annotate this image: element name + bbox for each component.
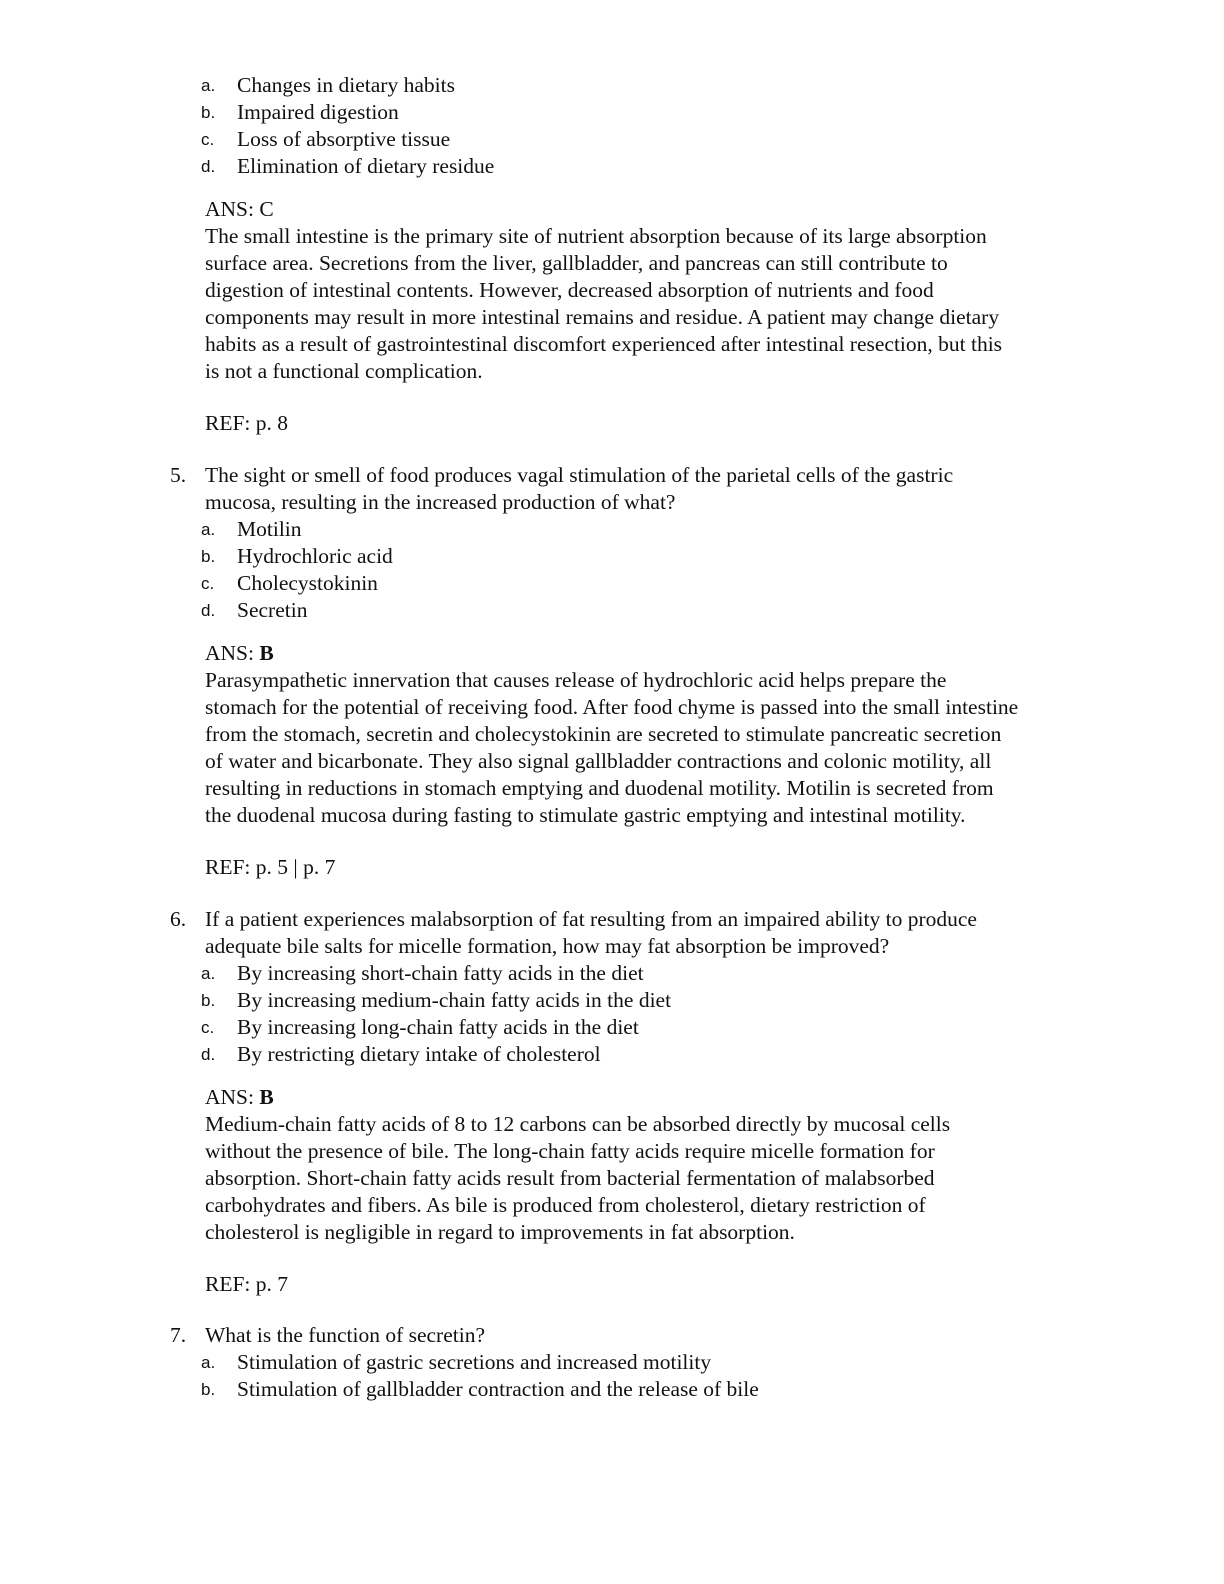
rationale-line: resulting in reductions in stomach emptying and duodenal motility. Motilin is secreted from [205,776,994,800]
option-letter: a. [201,76,216,95]
question-stem-line: The sight or smell of food produces vagal stimulation of the parietal cells of the gastric [205,463,954,487]
option-letter: d. [201,601,216,620]
option-letter: a. [201,520,216,539]
rationale-line: carbohydrates and fibers. As bile is produced from cholesterol, dietary restriction of [205,1193,926,1217]
option-text: By increasing medium-chain fatty acids in the diet [237,988,672,1012]
answer-line [205,196,274,223]
option-text: Stimulation of gallbladder contraction and the release of bile [237,1377,759,1401]
answer-value: C [259,197,274,221]
rationale-line: cholesterol is negligible in regard to improvements in fat absorption. [205,1220,795,1244]
answer-value: B [259,1085,274,1109]
option-text: Secretin [237,598,308,622]
option-letter: b. [201,1380,216,1399]
rationale-line: The small intestine is the primary site of nutrient absorption because of its large absorption [205,224,987,248]
option-letter: d. [201,1045,216,1064]
option-text: Changes in dietary habits [237,73,455,97]
rationale-line: absorption. Short-chain fatty acids result from bacterial fermentation of malabsorbed [205,1166,935,1190]
option-text: By increasing short-chain fatty acids in the diet [237,961,644,985]
reference: REF: p. 8 [205,411,289,435]
rationale-line: digestion of intestinal contents. However, decreased absorption of nutrients and food [205,278,934,302]
answer-label: ANS: [205,1085,260,1109]
question-number: 5. [170,463,187,487]
option-text: Motilin [237,517,302,541]
option-letter: a. [201,964,216,983]
option-letter: b. [201,103,216,122]
rationale-line: from the stomach, secretin and cholecystokinin are secreted to stimulate pancreatic secretion [205,722,1002,746]
rationale-line: Medium-chain fatty acids of 8 to 12 carbons can be absorbed directly by mucosal cells [205,1112,951,1136]
question-number: 6. [170,907,187,931]
reference: REF: p. 7 [205,1272,289,1296]
option-text: Cholecystokinin [237,571,378,595]
answer-value: B [259,641,274,665]
option-text: Hydrochloric acid [237,544,393,568]
option-text: By restricting dietary intake of cholesterol [237,1042,601,1066]
rationale-line: components may result in more intestinal remains and residue. A patient may change dietary [205,305,1000,329]
rationale-line: habits as a result of gastrointestinal discomfort experienced after intestinal resection, but this [205,332,1003,356]
option-letter: a. [201,1353,216,1372]
question-stem-line: If a patient experiences malabsorption of fat resulting from an impaired ability to produce [205,907,977,931]
rationale-line: is not a functional complication. [205,359,483,383]
option-letter: c. [201,1018,215,1037]
option-text: By increasing long-chain fatty acids in the diet [237,1015,639,1039]
option-text: Loss of absorptive tissue [237,127,451,151]
answer-line [205,640,274,667]
rationale-line: stomach for the potential of receiving food. After food chyme is passed into the small intestine [205,695,1019,719]
rationale-line: surface area. Secretions from the liver, gallbladder, and pancreas can still contribute to [205,251,948,275]
rationale-line: without the presence of bile. The long-chain fatty acids require micelle formation for [205,1139,935,1163]
answer-label: ANS: [205,197,260,221]
reference: REF: p. 5 | p. 7 [205,855,336,879]
question-stem-line: mucosa, resulting in the increased production of what? [205,490,676,514]
option-text: Stimulation of gastric secretions and increased motility [237,1350,712,1374]
rationale-line: Parasympathetic innervation that causes release of hydrochloric acid helps prepare the [205,668,947,692]
answer-label: ANS: [205,641,260,665]
option-text: Impaired digestion [237,100,399,124]
option-letter: d. [201,157,216,176]
option-letter: b. [201,991,216,1010]
option-letter: c. [201,574,215,593]
question-stem-line: What is the function of secretin? [205,1323,485,1347]
question-stem-line: adequate bile salts for micelle formation, how may fat absorption be improved? [205,934,890,958]
rationale-line: of water and bicarbonate. They also signal gallbladder contractions and colonic motility, all [205,749,992,773]
option-text: Elimination of dietary residue [237,154,495,178]
rationale-line: the duodenal mucosa during fasting to stimulate gastric emptying and intestinal motility. [205,803,966,827]
option-letter: c. [201,130,215,149]
option-letter: b. [201,547,216,566]
answer-line [205,1084,274,1111]
question-number: 7. [170,1323,187,1347]
